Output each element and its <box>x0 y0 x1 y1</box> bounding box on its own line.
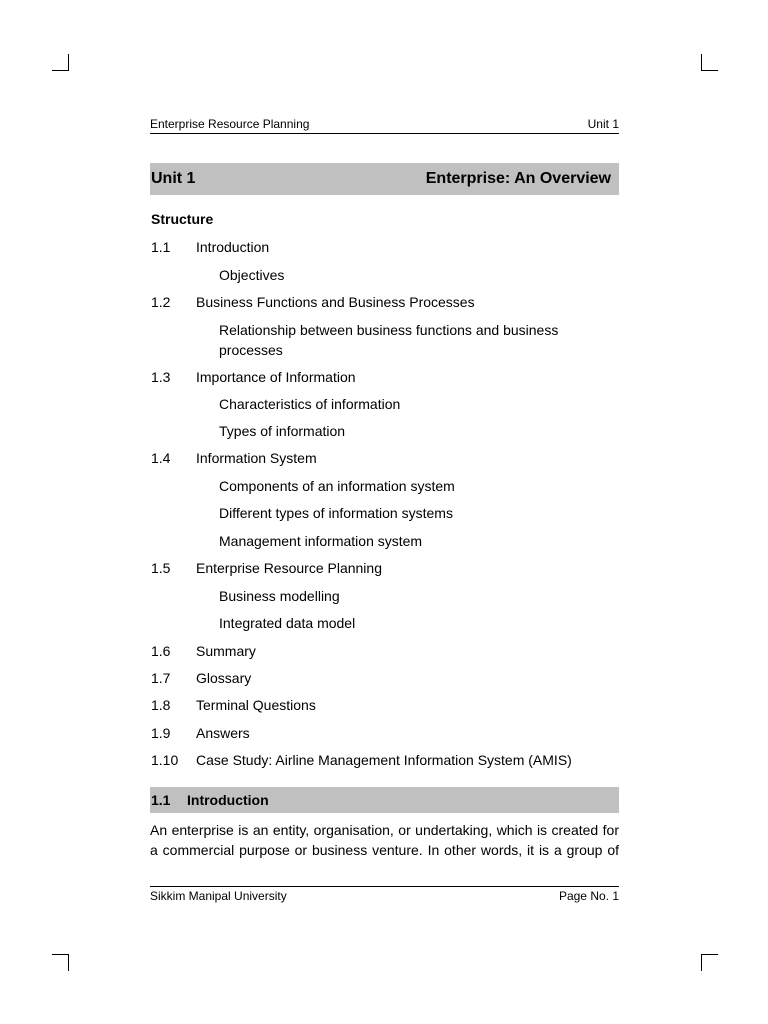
crop-mark-top-right <box>701 54 718 71</box>
toc-subentry: Types of information <box>219 423 346 439</box>
header-unit-label: Unit 1 <box>587 117 619 131</box>
toc-number: 1.4 <box>151 450 171 466</box>
unit-title: Enterprise: An Overview <box>425 170 611 187</box>
toc-number: 1.8 <box>151 697 171 713</box>
toc-subentry: Objectives <box>219 267 285 283</box>
toc-subentry: Integrated data model <box>219 615 356 631</box>
crop-mark-bottom-left <box>52 954 69 971</box>
unit-number: Unit 1 <box>151 170 196 187</box>
toc-title: Glossary <box>196 670 252 686</box>
toc-title: Introduction <box>196 239 270 255</box>
toc-number: 1.6 <box>151 643 171 659</box>
toc-subentry: Relationship between business functions and business processes <box>219 322 559 358</box>
toc-number: 1.9 <box>151 725 171 741</box>
section-title: Introduction <box>187 792 269 808</box>
toc-title: Information System <box>196 450 317 466</box>
body-paragraph: An enterprise is an entity, organisation, or undertaking, which is created for a commercial purpose or business venture. In other words, it is a group of <box>150 822 619 858</box>
structure-heading: Structure <box>151 211 214 227</box>
crop-mark-bottom-right <box>701 954 718 971</box>
toc-subentry: Components of an information system <box>219 478 455 494</box>
toc-number: 1.2 <box>151 294 171 310</box>
section-number: 1.1 <box>151 792 171 808</box>
running-header <box>150 117 619 134</box>
header-book-title: Enterprise Resource Planning <box>150 117 310 131</box>
toc-title: Business Functions and Business Processes <box>196 294 475 310</box>
toc-title: Importance of Information <box>196 369 356 385</box>
section-heading-bar <box>150 787 619 813</box>
toc-number: 1.10 <box>151 752 179 768</box>
toc-subentry: Different types of information systems <box>219 505 453 521</box>
toc-subentry: Characteristics of information <box>219 396 401 412</box>
toc-title: Terminal Questions <box>196 697 316 713</box>
toc-title: Case Study: Airline Management Information System (AMIS) <box>196 752 572 768</box>
toc-title: Enterprise Resource Planning <box>196 560 382 576</box>
toc-number: 1.5 <box>151 560 171 576</box>
running-footer <box>150 886 619 905</box>
toc-number: 1.7 <box>151 670 171 686</box>
toc-title: Answers <box>196 725 250 741</box>
footer-university: Sikkim Manipal University <box>150 889 287 903</box>
crop-mark-top-left <box>52 54 69 71</box>
toc-subentry: Business modelling <box>219 588 340 604</box>
footer-page-number: Page No. 1 <box>558 889 619 903</box>
unit-heading-bar <box>150 163 619 195</box>
toc-number: 1.1 <box>151 239 171 255</box>
toc-title: Summary <box>196 643 256 659</box>
toc-number: 1.3 <box>151 369 171 385</box>
toc-subentry: Management information system <box>219 533 423 549</box>
